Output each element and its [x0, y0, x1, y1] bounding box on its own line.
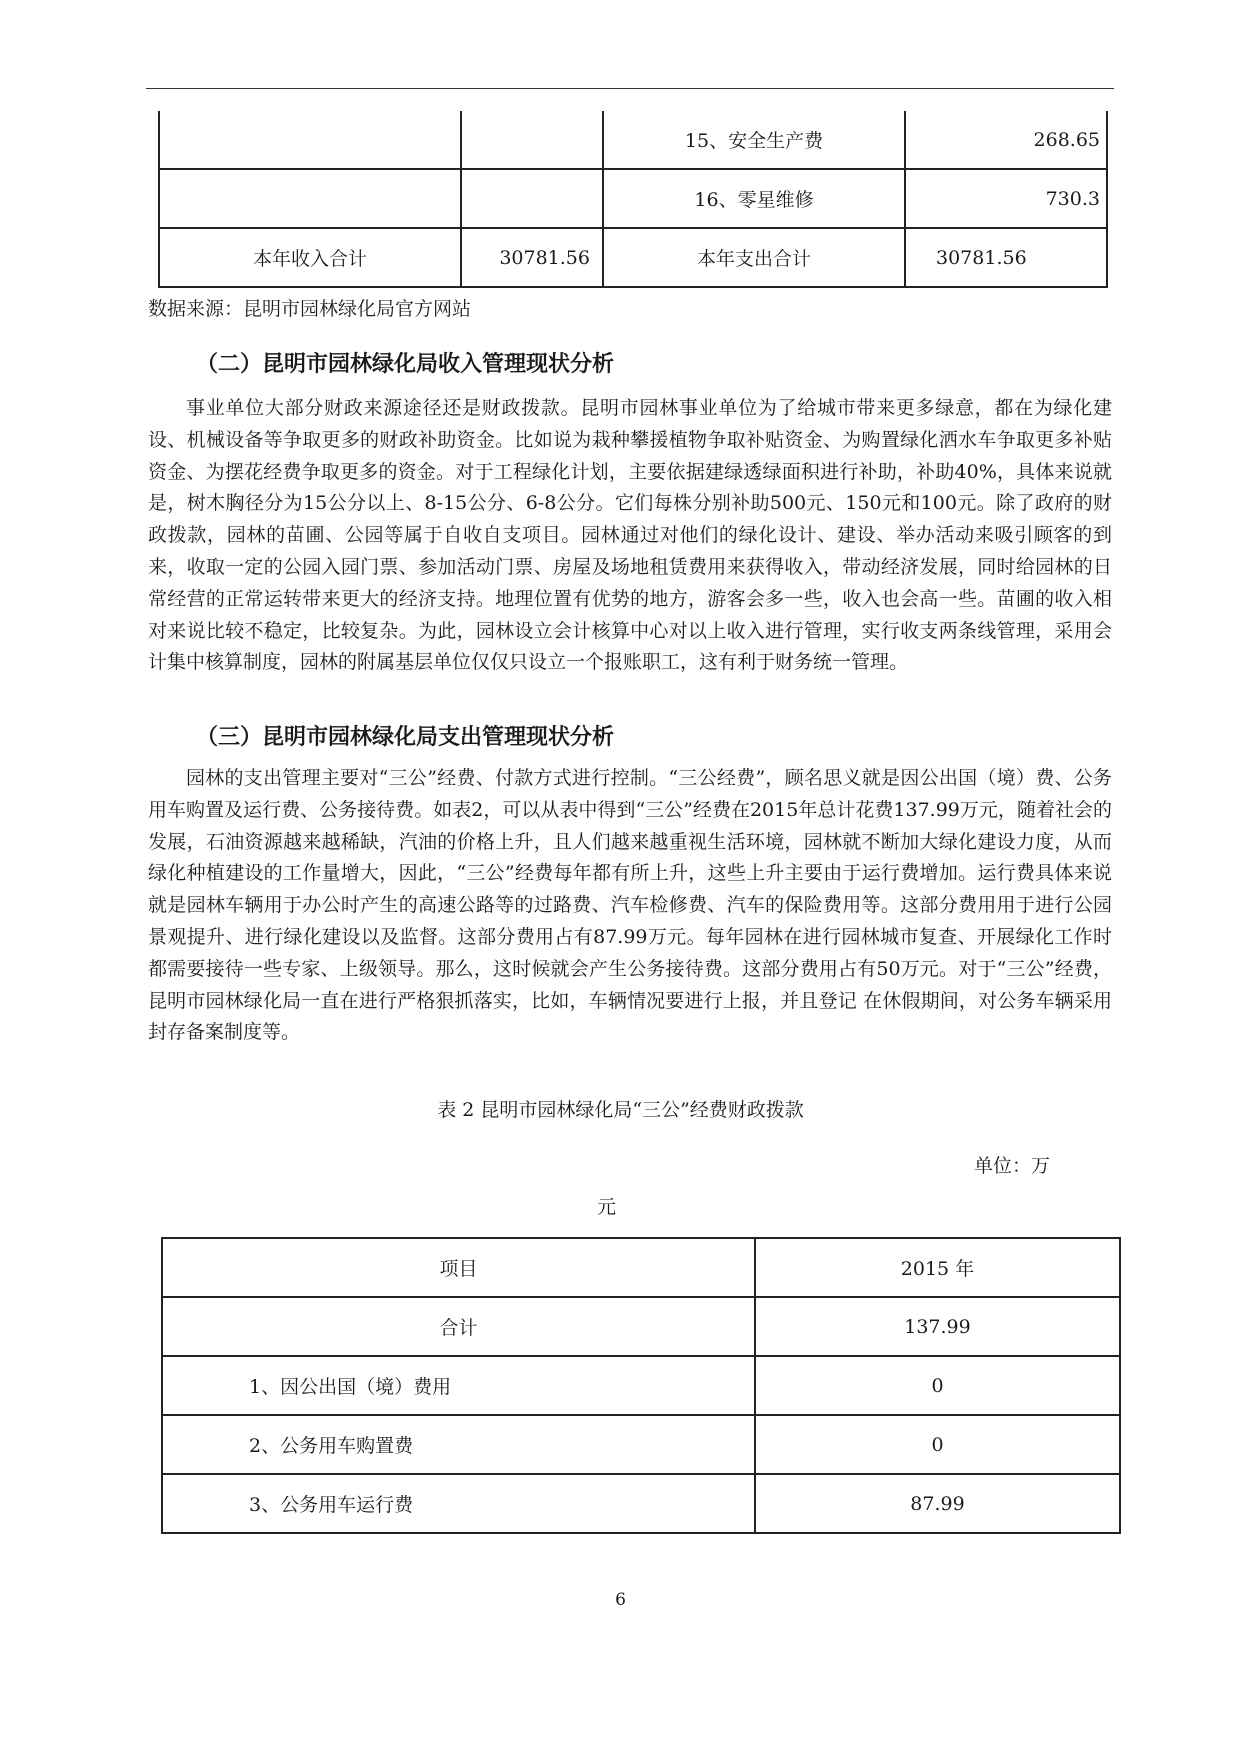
body-paragraph: 事业单位大部分财政来源途径还是财政拨款。昆明市园林事业单位为了给城市带来更多绿意，都在为绿化建设、机械设备等争取更多的财政补助资金。比如说为栽种攀援植物争取补贴资金、为购置绿化洒水车争取更多补贴资金、为摆花经费争取更多的资金。对于工程绿化计划，主要依据建绿透绿面积进行补助，补助40%，具体来说就是，树木胸径分为15公分以上、8-15公分、6-8公分。它们每株分别补助500元、150元和100元。除了政府的财政拨款，园林的苗圃、公园等属于自收自支项目。园林通过对他们的绿化设计、建设、举办活动来吸引顾客的到来，收取一定的公园入园门票、参加活动门票、房屋及场地租赁费用来获得收入，带动经济发展，同时给园林的日常经营的正常运转带来更大的经济支持。地理位置有优势的地方，游客会多一些，收入也会高一些。苗圃的收入相对来说比较不稳定，比较复杂。为此，园林设立会计核算中心对以上收入进行管理，实行收支两条线管理，采用会计集中核算制度，园林的附属基层单位仅仅只设立一个报账职工，这有利于财务统一管理。 — [148, 397, 1112, 674]
table-row — [159, 169, 1107, 228]
table-row — [159, 111, 1107, 169]
table-cell: 30781.56 — [461, 228, 603, 287]
table-row — [159, 228, 1107, 287]
table-row — [162, 1415, 1120, 1474]
table-cell: 3、公务用车运行费 — [162, 1474, 755, 1533]
table-cell: 0 — [755, 1356, 1120, 1415]
unit-label-continued: 元 — [597, 1196, 617, 1218]
body-paragraph: 园林的支出管理主要对“三公”经费、付款方式进行控制。“三公经费”，顾名思义就是因公出国（境）费、公务用车购置及运行费、公务接待费。如表2，可以从表中得到“三公”经费在2015年总计花费137.99万元，随着社会的发展，石油资源越来越稀缺，汽油的价格上升，且人们越来越重视生活环境，园林就不断加大绿化建设力度，从而绿化种植建设的工作量增大，因此，“三公”经费每年都有所上升，这些上升主要由于运行费增加。运行费具体来说就是园林车辆用于办公时产生的高速公路等的过路费、汽车检修费、汽车的保险费用等。这部分费用用于进行公园景观提升、进行绿化建设以及监督。这部分费用占有87.99万元。每年园林在进行园林城市复查、开展绿化工作时都需要接待一些专家、上级领导。那么，这时候就会产生公务接待费。这部分费用占有50万元。对于“三公”经费，昆明市园林绿化局一直在进行严格狠抓落实，比如，车辆情况要进行上报，并且登记 在休假期间，对公务车辆采用封存备案制度等。 — [148, 767, 1112, 1044]
table-cell: 1、因公出国（境）费用 — [162, 1356, 755, 1415]
table-cell — [159, 169, 461, 228]
table-header-row — [162, 1238, 1120, 1297]
table-cell — [159, 111, 461, 169]
three-public-expenses-table — [161, 1237, 1121, 1534]
table-row — [162, 1474, 1120, 1533]
source-note: 数据来源：昆明市园林绿化局官方网站 — [148, 298, 472, 320]
unit-label: 单位：万 — [974, 1155, 1051, 1177]
table-cell: 本年收入合计 — [159, 228, 461, 287]
column-header: 项目 — [162, 1238, 755, 1297]
header-rule — [146, 88, 1114, 89]
table-cell: 730.3 — [905, 169, 1107, 228]
table-cell: 30781.56 — [905, 228, 1107, 287]
table-row — [162, 1356, 1120, 1415]
section-heading: （三）昆明市园林绿化局支出管理现状分析 — [196, 725, 615, 750]
table-cell: 合计 — [162, 1297, 755, 1356]
page-number: 6 — [615, 1590, 626, 1610]
table-cell: 2、公务用车购置费 — [162, 1415, 755, 1474]
table-cell: 268.65 — [905, 111, 1107, 169]
column-header: 2015 年 — [755, 1238, 1120, 1297]
table-cell: 15、安全生产费 — [603, 111, 905, 169]
table-cell: 本年支出合计 — [603, 228, 905, 287]
table-caption: 表 2 昆明市园林绿化局“三公”经费财政拨款 — [437, 1099, 804, 1121]
table-cell: 137.99 — [755, 1297, 1120, 1356]
table-cell: 16、零星维修 — [603, 169, 905, 228]
section-heading: （二）昆明市园林绿化局收入管理现状分析 — [196, 352, 615, 377]
table-cell — [461, 111, 603, 169]
table-cell: 0 — [755, 1415, 1120, 1474]
table-row — [162, 1297, 1120, 1356]
table-cell — [461, 169, 603, 228]
income-expense-table — [158, 111, 1108, 288]
table-cell: 87.99 — [755, 1474, 1120, 1533]
